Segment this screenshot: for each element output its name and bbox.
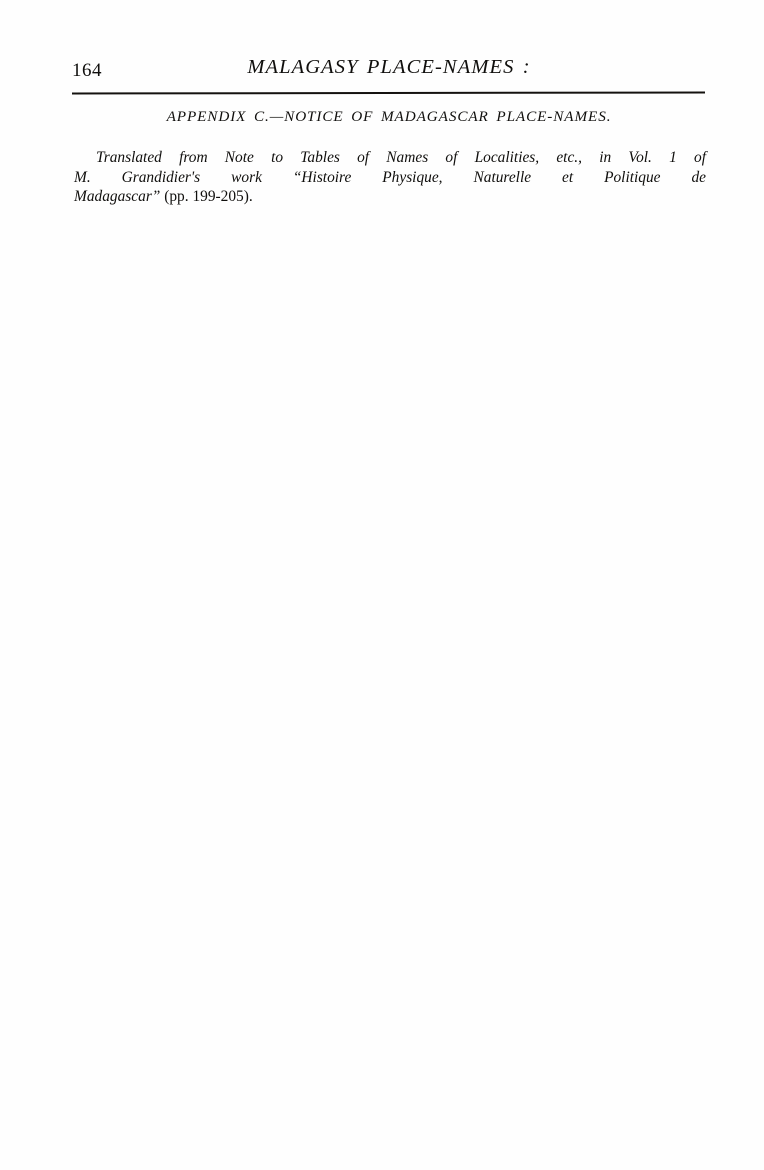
running-head bbox=[72, 56, 706, 86]
running-title: MALAGASY PLACE-NAMES : bbox=[247, 56, 531, 78]
appendix-heading: APPENDIX C.—NOTICE OF MADAGASCAR PLACE-NAMES. bbox=[166, 108, 612, 125]
source-note-line-2: M. Grandidier's work “Histoire Physique, Naturelle et Politique de bbox=[74, 168, 706, 186]
source-note-line-3 bbox=[74, 187, 706, 207]
source-note-line-1: Translated from Note to Tables of Names of Localities, etc., in Vol. 1 of bbox=[96, 149, 706, 166]
source-attribution-note bbox=[74, 148, 706, 207]
source-note-pages: (pp. 199-205). bbox=[164, 188, 253, 206]
header-divider-rule bbox=[72, 92, 705, 95]
page-folio-number: 164 bbox=[72, 60, 102, 81]
source-note-work-title: Madagascar” bbox=[74, 188, 161, 206]
